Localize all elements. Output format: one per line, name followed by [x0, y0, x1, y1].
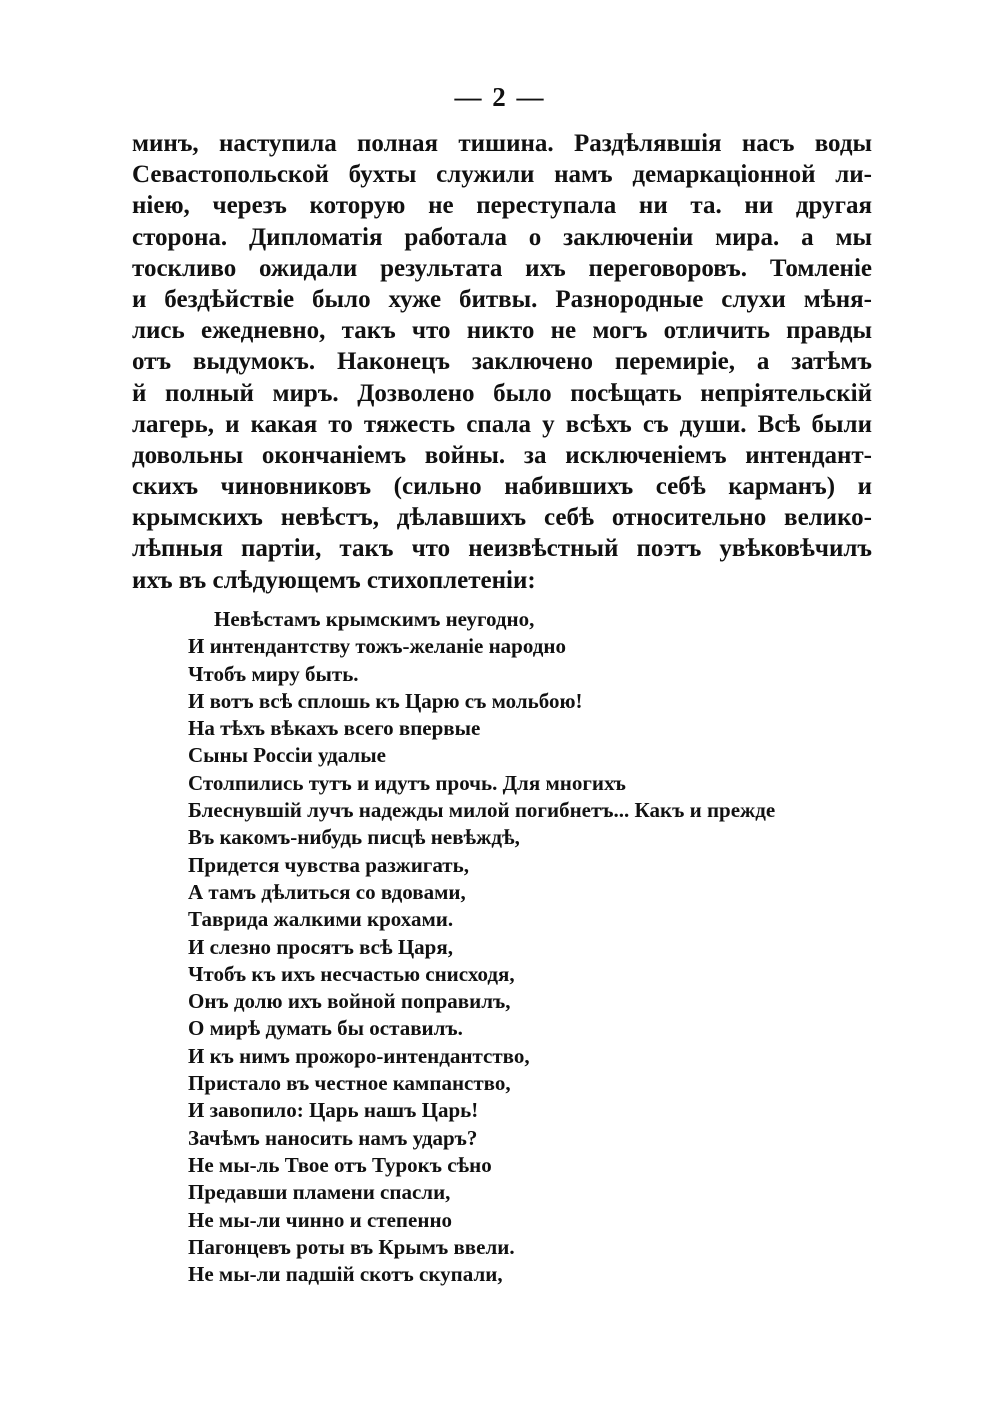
prose-line: сторона. Дипломатія работала о заключеніи мира. а мы: [132, 223, 872, 251]
verse-line: Предавши пламени спасли,: [188, 1180, 451, 1205]
verse-line: Невѣстамъ крымскимъ неугодно,: [214, 607, 535, 631]
verse-line: Таврида жалкими крохами.: [188, 907, 454, 932]
verse-line: Зачѣмъ наносить намъ ударъ?: [188, 1125, 478, 1150]
verse-line: Чтобъ къ ихъ несчастью снисходя,: [188, 961, 515, 986]
verse-line: И вотъ всѣ сплошь къ Царю съ мольбою!: [188, 688, 583, 713]
prose-line: ніею, черезъ которую не переступала ни та. ни другая: [132, 192, 872, 220]
verse-line: Пагонцевъ роты въ Крымъ ввели.: [188, 1234, 515, 1259]
page-number: — 2 —: [454, 82, 546, 112]
verse-line: И слезно просятъ всѣ Царя,: [188, 934, 453, 959]
prose-line: скихъ чиновниковъ (сильно набившихъ себѣ карманъ) и: [132, 473, 872, 501]
verse-line: Пристало въ честное кампанство,: [188, 1071, 511, 1096]
prose-line: лись ежедневно, такъ что никто не могъ отличить правды: [132, 317, 872, 345]
verse-line: Не мы-ль Твое отъ Турокъ сѣно: [188, 1152, 492, 1177]
verse-line: О мирѣ думать бы оставилъ.: [188, 1016, 463, 1041]
verse-line: Не мы-ли падшій скотъ скупали,: [188, 1262, 503, 1287]
prose-line: Севастопольской бухты служили намъ демаркаціонной ли-: [132, 161, 872, 189]
prose-line: лагерь, и какая то тяжесть спала у всѣхъ съ души. Всѣ были: [132, 410, 872, 438]
verse-line: Въ какомъ-нибудь писцѣ невѣждѣ,: [188, 825, 520, 850]
prose-line: й полный миръ. Дозволено было посѣщать непріятельскій: [132, 379, 872, 407]
prose-line: и бездѣйствіе было хуже битвы. Разнородные слухи мѣня-: [132, 285, 872, 313]
verse-line: Сыны Россіи удалые: [188, 743, 386, 768]
verse-line: И интендантству тожъ-желаніе народно: [188, 634, 566, 659]
verse-line: Чтобъ миру быть.: [188, 661, 359, 686]
verse-line: Блеснувшій лучъ надежды милой погибнетъ... Какъ и прежде: [188, 798, 776, 823]
prose-line: тоскливо ожидали результата ихъ переговоровъ. Томленіе: [132, 254, 872, 282]
verse-line: Онъ долю ихъ войной поправилъ,: [188, 989, 511, 1014]
poem: [188, 606, 868, 1288]
prose-line: минъ, наступила полная тишина. Раздѣлявшія насъ воды: [132, 130, 872, 157]
prose-line: ихъ въ слѣдующемъ стихоплетеніи:: [132, 566, 536, 594]
prose-line: довольны окончаніемъ войны. за исключеніемъ интендант-: [132, 441, 872, 469]
verse-line: Не мы-ли чинно и степенно: [188, 1207, 453, 1232]
prose-paragraph: [132, 128, 872, 596]
verse-line: И завопило: Царь нашъ Царь!: [188, 1098, 479, 1123]
verse-line: На тѣхъ вѣкахъ всего впервые: [188, 716, 481, 741]
verse-line: Придется чувства разжигать,: [188, 852, 469, 877]
prose-line: крымскихъ невѣстъ, дѣлавшихъ себѣ относительно велико-: [132, 504, 872, 532]
prose-line: отъ выдумокъ. Наконецъ заключено перемиріе, а затѣмъ: [132, 348, 872, 376]
verse-line: Столпились тутъ и идутъ прочь. Для многихъ: [188, 770, 626, 795]
verse-line: А тамъ дѣлиться со вдовами,: [188, 879, 466, 904]
verse-line: И къ нимъ прожоро-интендантство,: [188, 1043, 530, 1068]
prose-line: лѣпныя партіи, такъ что неизвѣстный поэтъ увѣковѣчилъ: [132, 535, 872, 563]
